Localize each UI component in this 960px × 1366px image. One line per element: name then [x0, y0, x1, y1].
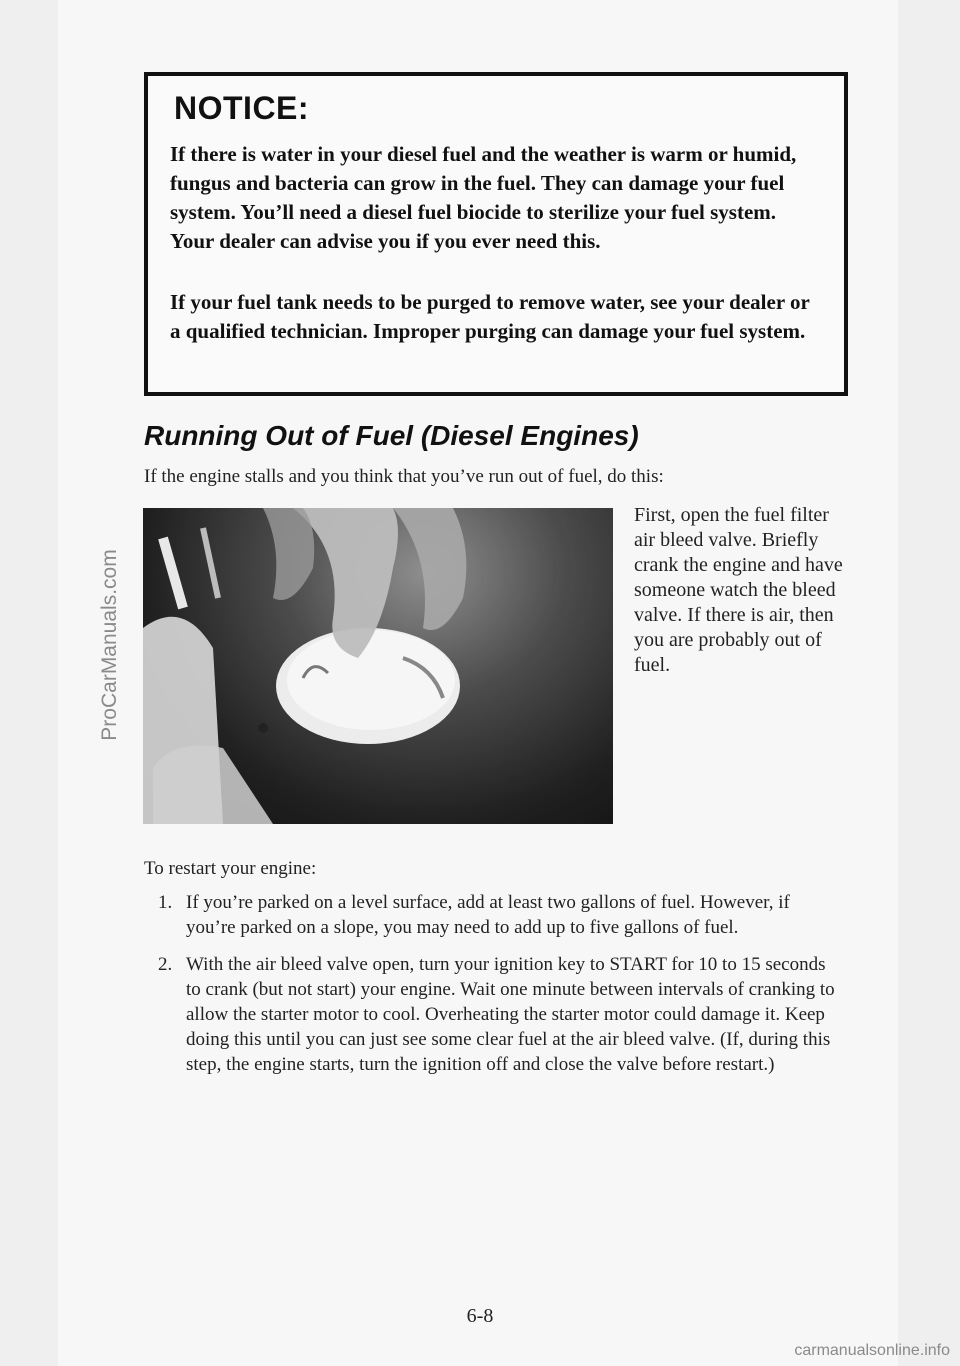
step-text: If you’re parked on a level surface, add at least two gallons of fuel. However, if you’re parked on a slope, you may need to add up to five gallons of fuel. — [186, 892, 790, 938]
watermark-left: ProCarManuals.com — [98, 549, 121, 741]
section-intro: If the engine stalls and you think that you’ve run out of fuel, do this: — [144, 466, 664, 487]
restart-intro: To restart your engine: — [144, 858, 317, 879]
list-item — [144, 952, 844, 1077]
fuel-filter-bleed-valve-photo — [143, 508, 613, 824]
step-text: With the air bleed valve open, turn your ignition key to START for 10 to 15 seconds to crank (but not start) your engine. Wait one minute between intervals of cranking to allow the starter motor to cool. Overheating the starter motor could damage it. Keep doing this until you can just see some clear fuel at the air bleed valve. (If, during this step, the engine starts, turn the ignition off and close the valve before restart.) — [186, 954, 835, 1075]
photo-illustration — [143, 508, 613, 824]
notice-title: NOTICE: — [174, 90, 310, 126]
notice-box — [144, 72, 848, 396]
step-number: 2. — [158, 954, 173, 975]
page-number: 6-8 — [466, 1305, 494, 1327]
list-item — [144, 890, 844, 940]
section-heading: Running Out of Fuel (Diesel Engines) — [144, 420, 639, 451]
notice-paragraph-water: If there is water in your diesel fuel and the weather is warm or humid, fungus and bacteria can grow in the fuel. They can damage your fuel system. You’ll need a diesel fuel biocide to sterilize your fuel system. Your dealer can advise you if you ever need this. — [170, 142, 797, 253]
notice-paragraph-purge: If your fuel tank needs to be purged to remove water, see your dealer or a qualified technician. Improper purging can damage your fuel system. — [170, 290, 810, 343]
restart-steps-list — [144, 890, 844, 1089]
step-number: 1. — [158, 892, 173, 913]
bleed-valve-instructions: First, open the fuel filter air bleed valve. Briefly crank the engine and have someone watch the bleed valve. If there is air, then you are probably out of fuel. — [634, 504, 843, 676]
watermark-bottom: carmanualsonline.info — [794, 1342, 950, 1359]
